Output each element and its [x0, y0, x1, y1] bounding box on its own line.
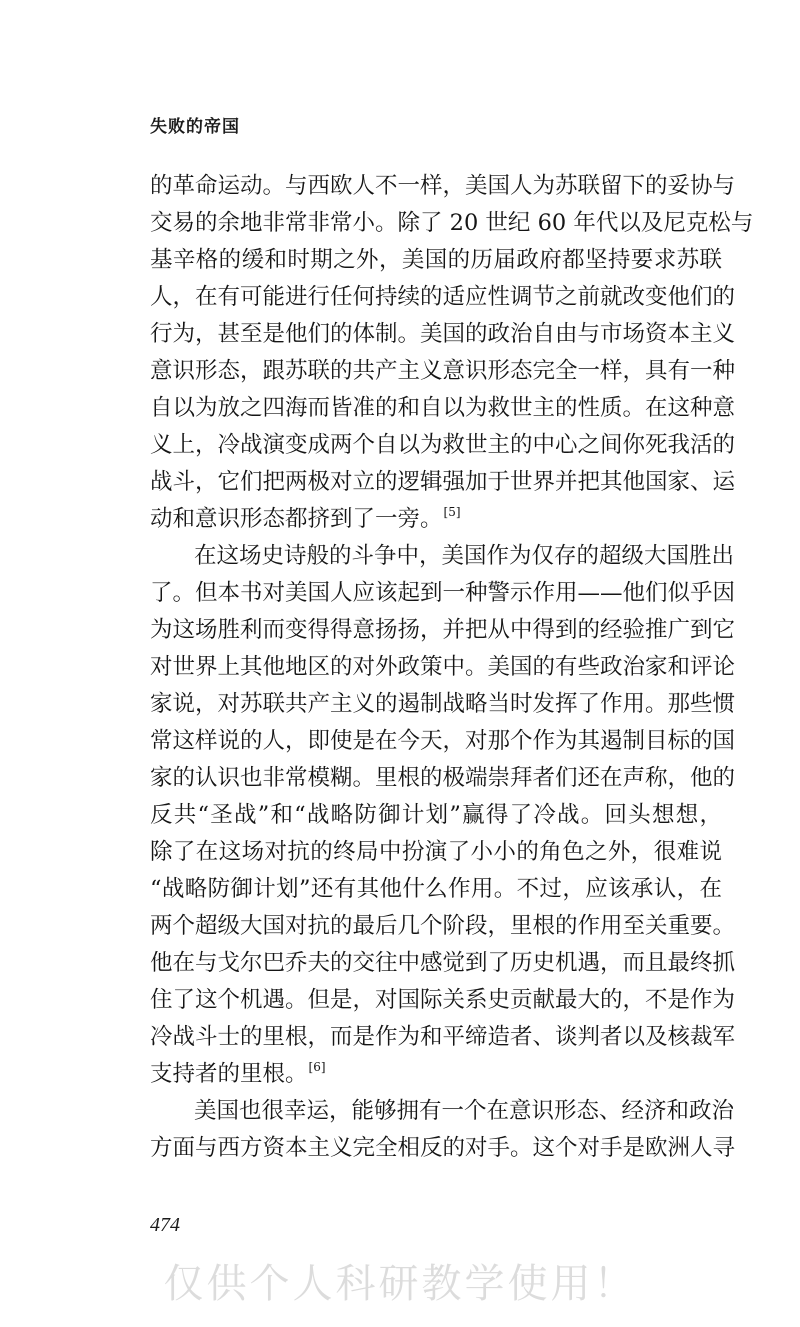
text-line-content: 了。但本书对美国人应该起到一种警示作用——他们似乎因 — [150, 580, 736, 606]
text-line — [150, 390, 736, 427]
text-line-content: 战斗，它们把两极对立的逻辑强加于世界并把其他国家、运 — [150, 469, 736, 495]
footnote-reference[interactable]: [6] — [308, 1060, 326, 1074]
text-line-content: 住了这个机遇。但是，对国际关系史贡献最大的，不是作为 — [150, 987, 736, 1013]
footnote-reference[interactable]: [5] — [443, 505, 461, 519]
text-line — [150, 168, 736, 205]
body-text — [150, 168, 754, 1167]
text-line — [150, 353, 736, 390]
text-line-content: 常这样说的人，即使是在今天，对那个作为其遏制目标的国 — [150, 728, 736, 754]
text-line-content: 意识形态，跟苏联的共产主义意识形态完全一样，具有一种 — [150, 358, 736, 384]
text-line-content: 义上，冷战演变成两个自以为救世主的中心之间你死我活的 — [150, 432, 736, 458]
text-line — [150, 760, 736, 797]
text-line — [150, 1056, 722, 1093]
text-line-content: 动和意识形态都挤到了一旁。 — [150, 506, 443, 532]
text-line — [150, 871, 722, 908]
page-number: 474 — [150, 1214, 180, 1236]
text-line-content: 的革命运动。与西欧人不一样，美国人为苏联留下的妥协与 — [150, 173, 736, 199]
text-line-content: 行为，甚至是他们的体制。美国的政治自由与市场资本主义 — [150, 321, 736, 347]
text-line-content: 家说，对苏联共产主义的遏制战略当时发挥了作用。那些惯 — [150, 691, 736, 717]
text-line-content: 两个超级大国对抗的最后几个阶段，里根的作用至关重要。 — [150, 913, 736, 939]
text-line — [150, 1093, 735, 1130]
text-line — [150, 427, 736, 464]
text-line — [150, 723, 736, 760]
text-line — [150, 982, 736, 1019]
paragraph — [150, 168, 754, 538]
text-line — [150, 242, 722, 279]
text-line — [150, 1019, 736, 1056]
text-line-content: 基辛格的缓和时期之外，美国的历届政府都坚持要求苏联 — [150, 247, 722, 273]
watermark: 仅供个人科研教学使用！ — [163, 1261, 637, 1307]
text-line — [150, 945, 736, 982]
paragraph — [150, 538, 736, 1093]
text-line-content: 对世界上其他地区的对外政策中。美国的有些政治家和评论 — [150, 654, 736, 680]
text-line — [150, 797, 722, 834]
text-line — [150, 575, 736, 612]
text-line-content: 方面与西方资本主义完全相反的对手。这个对手是欧洲人寻 — [150, 1135, 736, 1161]
text-line — [150, 686, 736, 723]
text-line-content: 反共“圣战”和“战略防御计划”赢得了冷战。回头想想， — [150, 802, 722, 828]
text-line-content: 交易的余地非常非常小。除了 20 世纪 60 年代以及尼克松与 — [150, 210, 754, 236]
text-line — [150, 464, 736, 501]
text-line — [150, 316, 736, 353]
text-line-content: 人，在有可能进行任何持续的适应性调节之前就改变他们的 — [150, 284, 736, 310]
text-line — [150, 908, 736, 945]
text-line — [150, 834, 722, 871]
text-line — [150, 1130, 736, 1167]
text-line-content: 他在与戈尔巴乔夫的交往中感觉到了历史机遇，而且最终抓 — [150, 950, 736, 976]
text-line-content: 家的认识也非常模糊。里根的极端崇拜者们还在声称，他的 — [150, 765, 736, 791]
text-line-content: 美国也很幸运，能够拥有一个在意识形态、经济和政治 — [194, 1098, 735, 1124]
text-line-content: 除了在这场对抗的终局中扮演了小小的角色之外，很难说 — [150, 839, 722, 865]
text-line-content: 自以为放之四海而皆准的和自以为救世主的性质。在这种意 — [150, 395, 736, 421]
text-line — [150, 279, 736, 316]
paragraph — [150, 1093, 736, 1167]
text-line — [150, 538, 735, 575]
text-line — [150, 205, 754, 242]
text-line-content: 支持者的里根。 — [150, 1061, 308, 1087]
text-line-content: 为这场胜利而变得得意扬扬，并把从中得到的经验推广到它 — [150, 617, 736, 643]
text-line — [150, 501, 722, 538]
text-line-content: 冷战斗士的里根，而是作为和平缔造者、谈判者以及核裁军 — [150, 1024, 736, 1050]
running-head: 失败的帝国 — [150, 117, 240, 137]
text-line — [150, 649, 736, 686]
text-line — [150, 612, 736, 649]
text-line-content: 在这场史诗般的斗争中，美国作为仅存的超级大国胜出 — [194, 543, 735, 569]
text-line-content: “战略防御计划”还有其他什么作用。不过，应该承认，在 — [150, 876, 722, 902]
